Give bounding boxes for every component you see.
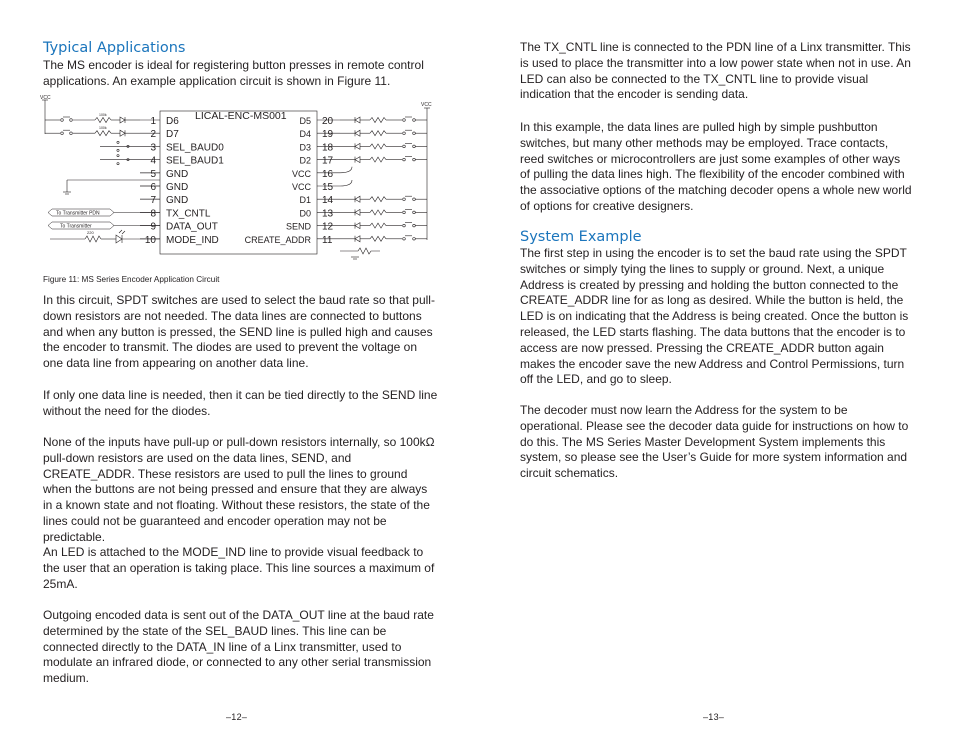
right-pin-name: VCC [291,168,311,179]
left-pin-name: GND [166,182,189,193]
system-example-heading: System Example [520,229,642,245]
left-pin-number: 1 [150,116,156,127]
right-pin-name: D5 [299,116,311,126]
data-button-right [340,130,427,136]
right-pin-name: CREATE_ADDR [244,234,311,245]
right-paragraph-2: In this example, the data lines are pulled high by simple pushbutton switches, but many other methods may be employed. Trace contacts, reed switches or microcontrollers are just some examples of other ways of pulling the data lines high. The flexibility of the encoder combined with the associative options of the matching decoder opens a whole new world of options for creative designers. [520,120,912,213]
right-pin-number: 14 [322,195,334,207]
page-number-right: –13– [703,712,725,722]
left-pin-name: GND [166,195,189,207]
left-pin-number: 6 [150,182,156,193]
left-pin-name: SEL_BAUD1 [166,155,224,167]
left-pin-name: DATA_OUT [166,221,218,233]
left-pin-number: 2 [150,129,156,141]
left-pin-name: MODE_IND [166,234,219,246]
resistor-value: 100k [99,126,107,131]
left-pin-number: 3 [150,142,156,154]
right-pin-number: 16 [322,168,334,180]
right-pin-number: 11 [322,234,333,246]
right-pin-number: 20 [322,116,334,127]
left-pin-number: 10 [144,234,156,246]
right-pin-name: VCC [291,182,311,192]
left-pin-number: 5 [150,168,156,180]
data-button-right [340,209,427,215]
vcc-right-label: VCC [421,102,432,108]
vcc-left-label: VCC [40,95,51,101]
resistor-value: 100k [99,113,107,117]
right-pin-name: D0 [299,208,311,219]
left-pin-number: 8 [150,208,156,220]
baud-switch [100,141,140,151]
left-pin-number: 7 [150,195,156,207]
intro-paragraph: The MS encoder is ideal for registering button presses in remote control applications. An example application circuit is shown in Figure 11. [43,58,424,88]
data-button-left [45,130,140,136]
right-pin-number: 17 [322,155,334,167]
system-paragraph-2: The decoder must now learn the Address for the system to be operational. Please see the decoder data guide for instructions on how to do this. The MS Series Master Development System implements this system, so please see the User’s Guide for more system information and circuit schematics. [520,403,909,481]
typical-applications-heading: Typical Applications [43,40,186,56]
encoder-application-schematic [40,94,440,269]
right-pin-name: D2 [299,155,311,166]
left-pin-number: 9 [150,221,156,233]
led-resistor [85,236,101,242]
right-pin-number: 18 [322,142,334,154]
right-pin-number: 12 [322,221,334,233]
right-pin-number: 13 [322,208,334,220]
led-resistor-value: 220 [87,230,94,235]
left-pin-name: D7 [166,129,179,141]
left-pin-name: GND [166,168,189,180]
right-paragraph-1: The TX_CNTL line is connected to the PDN line of a Linx transmitter. This is used to place the transmitter into a low power state when not in use. An LED can also be connected to the TX_CNTL line to provide visual indication that the encoder is sending data. [520,40,911,102]
left-paragraph-2: If only one data line is needed, then it can be tied directly to the SEND line without the need for the diodes. [43,388,438,418]
data-button-right [340,143,427,149]
mode-led [50,230,160,243]
left-paragraph-3: None of the inputs have pull-up or pull-down resistors internally, so 100kΩ pull-down resistors are used on the data lines, SEND, and CREATE_ADDR. These resistors are used to pull the lines to ground when the buttons are not being pressed and ensure that they are always in a known state and not floating. Without these resistors, the state of the lines could not be guaranteed and encoder operation may not be predictable. [43,435,435,544]
right-pin-name: SEND [285,221,311,232]
left-pin-name: D6 [166,116,179,127]
left-paragraph-4: An LED is attached to the MODE_IND line to provide visual feedback to the user that an operation is taking place. This line sources a maximum of 25mA. [43,545,435,591]
left-paragraph-5: Outgoing encoded data is sent out of the DATA_OUT line at the baud rate determined by the state of the SEL_BAUD lines. This line can be connected directly to the DATA_IN line of a Linx transmitter, used to modulate an infrared diode, or connected to any other serial transmission medium. [43,608,434,686]
pulldown-resistor [340,248,380,254]
right-pin-name: D3 [299,142,311,153]
left-pin-name: TX_CNTL [166,208,211,220]
figure-caption: Figure 11: MS Series Encoder Application Circuit [43,275,220,284]
right-pin-number: 15 [322,182,334,193]
data-button-right [340,223,427,229]
tx-pdn-label: To Transmitter PDN [56,210,100,217]
ic-part-name: LICAL-ENC-MS001 [195,110,287,122]
baud-switch [100,155,140,165]
system-paragraph-1: The first step in using the encoder is to set the baud rate using the SPDT switches or simply tying the lines to supply or ground. Next, a unique Address is created by pressing and holding the button connected to the CREATE_ADDR line for as long as desired. While the button is held, the LED is on indicating that the Address is being created. Once the button is released, the LED starts flashing. The data buttons that the encoder is to access are now pressed. Pressing the CREATE_ADDR button again makes the encoder save the new Address and Control Permissions, turn off the LED, and go to sleep. [520,246,909,387]
data-button-left [45,117,140,123]
right-pin-name: D4 [299,129,311,140]
right-pin-name: D1 [299,195,311,206]
data-button-right [340,196,427,202]
right-pin-number: 19 [322,129,334,141]
tx-label: To Transmitter [60,223,92,230]
data-button-right [340,117,427,123]
data-button-right [340,236,427,242]
data-button-right [340,157,427,163]
left-pin-number: 4 [150,155,156,167]
page-number-left: –12– [226,712,248,722]
left-pin-name: SEL_BAUD0 [166,142,224,154]
left-paragraph-1: In this circuit, SPDT switches are used to select the baud rate so that pull-down resistors are not needed. The data lines are connected to buttons and when any button is pressed, the SEND line is pulled high and causes the encoder to transmit. The diodes are used to prevent the voltage on one data line from appearing on another data line. [43,293,435,371]
